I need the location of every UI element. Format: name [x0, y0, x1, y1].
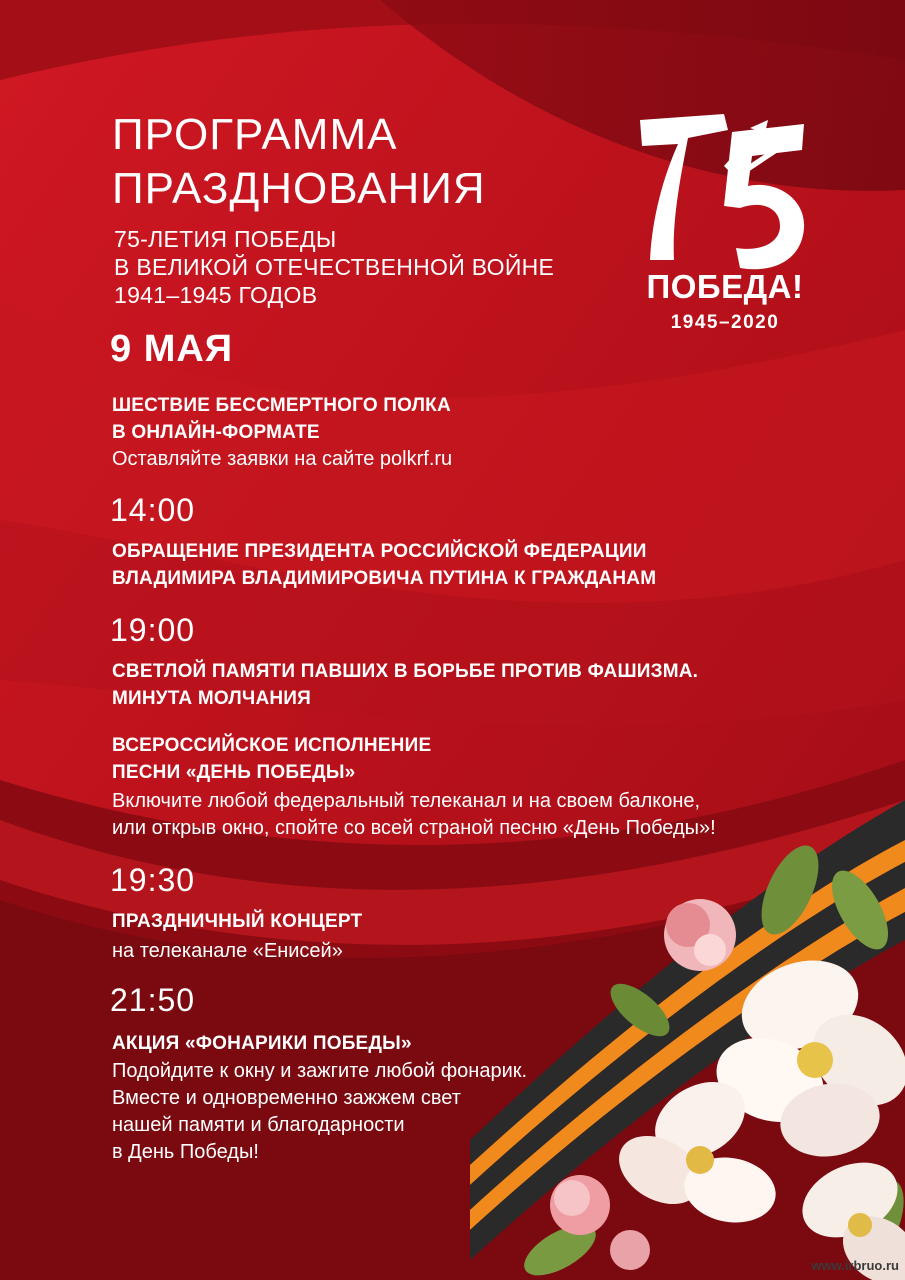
event-title-line: ОБРАЩЕНИЕ ПРЕЗИДЕНТА РОССИЙСКОЙ ФЕДЕРАЦИИ	[112, 541, 647, 562]
subtitle-line-1: 75-ЛЕТИЯ ПОБЕДЫ	[114, 226, 337, 252]
time-1930: 19:30	[110, 862, 196, 898]
event-title-line: ШЕСТВИЕ БЕССМЕРТНОГО ПОЛКА	[112, 395, 451, 416]
event-president-address-title	[112, 538, 656, 592]
event-title-line: ПРАЗДНИЧНЫЙ КОНЦЕРТ	[112, 911, 363, 932]
event-victory-song-title	[112, 732, 431, 786]
event-victory-song-desc	[112, 788, 716, 842]
event-minute-silence-title	[112, 658, 698, 712]
poster-subtitle	[114, 225, 554, 309]
logo-victory-text: ПОБЕДА!	[646, 268, 804, 305]
event-title-line: В ОНЛАЙН-ФОРМАТЕ	[112, 422, 320, 443]
event-date: 9 МАЯ	[110, 328, 234, 370]
event-title-line: МИНУТА МОЛЧАНИЯ	[112, 688, 312, 709]
event-title-line: ВСЕРОССИЙСКОЕ ИСПОЛНЕНИЕ	[112, 735, 432, 756]
event-desc-line: в День Победы!	[112, 1141, 259, 1163]
event-title-line: СВЕТЛОЙ ПАМЯТИ ПАВШИХ В БОРЬБЕ ПРОТИВ ФАШИЗМА.	[112, 661, 699, 682]
title-line-1: ПРОГРАММА	[112, 110, 398, 159]
event-immortal-regiment-title	[112, 392, 451, 446]
subtitle-line-3: 1941–1945 ГОДОВ	[114, 282, 318, 308]
event-immortal-regiment-desc	[112, 446, 452, 473]
watermark-url: www.irbruo.ru	[811, 1258, 899, 1273]
event-desc-line: на телеканале «Енисей»	[112, 940, 343, 962]
event-desc-line: Оставляйте заявки на сайте polkrf.ru	[112, 448, 453, 470]
event-desc-line: нашей памяти и благодарности	[112, 1114, 405, 1136]
subtitle-line-2: В ВЕЛИКОЙ ОТЕЧЕСТВЕННОЙ ВОЙНЕ	[114, 254, 555, 280]
time-1400: 14:00	[110, 492, 196, 528]
event-concert-title	[112, 908, 362, 935]
event-desc-line: Вместе и одновременно зажжем свет	[112, 1087, 461, 1109]
event-concert-desc	[112, 938, 343, 965]
logo-years: 1945–2020	[670, 312, 780, 333]
title-line-2: ПРАЗДНОВАНИЯ	[112, 164, 486, 213]
event-title-line: ПЕСНИ «ДЕНЬ ПОБЕДЫ»	[112, 762, 356, 783]
event-desc-line: Включите любой федеральный телеканал и на своем балконе,	[112, 790, 701, 812]
poster-title	[112, 108, 486, 216]
event-title-line: ВЛАДИМИРА ВЛАДИМИРОВИЧА ПУТИНА К ГРАЖДАНАМ	[112, 568, 657, 589]
event-desc-line: или открыв окно, спойте со всей страной песню «День Победы»!	[112, 817, 716, 839]
event-desc-line: Подойдите к окну и зажгите любой фонарик.	[112, 1060, 528, 1082]
event-victory-lights-title	[112, 1030, 412, 1057]
event-victory-lights-desc	[112, 1058, 527, 1166]
event-title-line: АКЦИЯ «ФОНАРИКИ ПОБЕДЫ»	[112, 1033, 412, 1054]
time-2150: 21:50	[110, 982, 196, 1018]
time-1900: 19:00	[110, 612, 196, 648]
